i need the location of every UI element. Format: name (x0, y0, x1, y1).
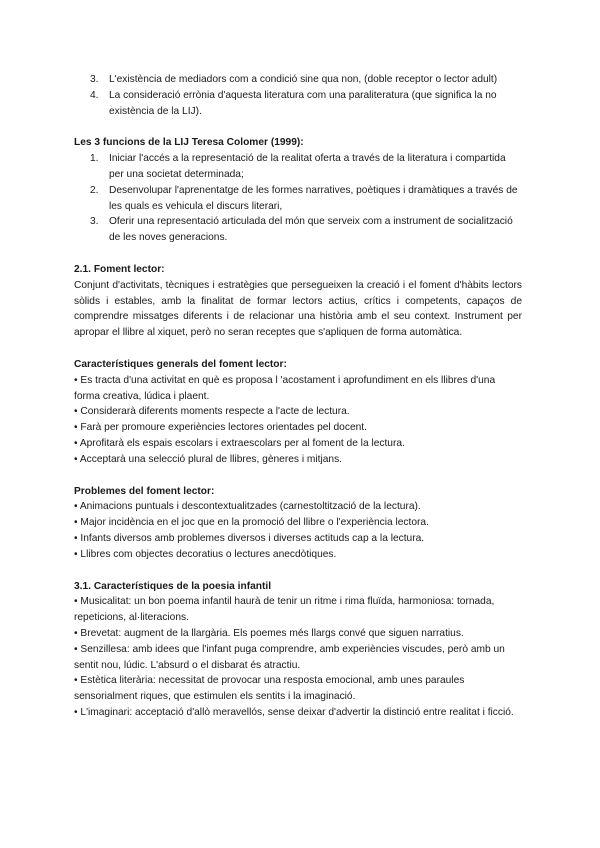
list-text: Iniciar l'accés a la representació de la realitat oferta a través de la literatura i compartida per una societat determinada; (109, 153, 506, 180)
list-item (74, 88, 522, 120)
list-item (74, 214, 522, 246)
list-number: 2. (90, 184, 99, 196)
caracteristiques-heading: Característiques generals del foment lector: (74, 358, 287, 370)
list-item (74, 72, 522, 88)
list-number: 1. (90, 153, 99, 165)
functions-list (74, 151, 522, 246)
list-text: La consideració errònia d'aquesta literatura com una paraliteratura (que significa la no existència de la LIJ). (109, 89, 497, 117)
bullet-item: • Animacions puntuals i descontextualitzades (carnestoltització de la lectura). (74, 501, 421, 513)
functions-heading: Les 3 funcions de la LIJ Teresa Colomer (1999): (74, 137, 304, 149)
spacer (74, 468, 522, 484)
foment-paragraph: Conjunt d'activitats, tècniques i estratègies que persegueixen la creació i el foment d'hàbits lectors sòlids i estables, amb la finalitat de formar lectors actius, crítics i competents, capaços de comprendre missatges diferents i de relacionar una història amb el seu context. Instrument per apropar el llibre al xiquet, però no seran receptes que s'apliquen de forma automàtica. (74, 279, 522, 339)
list-item (74, 183, 522, 215)
bullet-item: • Considerarà diferents moments respecte a l'acte de lectura. (74, 406, 350, 418)
list-text: Oferir una representació articulada del món que serveix com a instrument de socialització de les noves generacions. (109, 216, 513, 244)
bullet-item: • Es tracta d'una activitat en què es proposa l 'acostament i aprofundiment en els llibres d'una forma creativa, lúdica i plaent. (74, 374, 496, 402)
bullet-item: • Brevetat: augment de la llargària. Els poemes més llargs convé que siguen narratius. (74, 627, 464, 639)
list-text: Desenvolupar l'aprenentatge de les formes narratives, poètiques i dramàtiques a través de les quals es vehicula el discurs literari, (109, 184, 518, 212)
list-item (74, 151, 522, 183)
spacer (74, 563, 522, 579)
list-number: 3. (90, 74, 99, 85)
bullet-item: • Infants diversos amb problemes diversos i diverses actituds cap a la lectura. (74, 532, 425, 544)
bullet-item: • Musicalitat: un bon poema infantil haurà de tenir un ritme i rima fluïda, harmoniosa: tornada, repeticions, al·literacions. (74, 596, 495, 624)
spacer (74, 119, 522, 135)
bullet-item: • Estètica literària: necessitat de provocar una resposta emocional, amb unes paraules sensorialment riques, que estimulen els sentits i la imaginació. (74, 675, 465, 703)
spacer (74, 341, 522, 357)
list-number: 3. (90, 216, 99, 228)
spacer (74, 246, 522, 262)
bullet-item: • Llibres com objectes decoratius o lectures anecdòtiques. (74, 548, 337, 560)
bullet-item: • Major incidència en el joc que en la promoció del llibre o l'experiència lectora. (74, 517, 429, 529)
bullet-item: • Senzillesa: amb idees que l'infant puga comprendre, amb experiències viscudes, però amb un sentit nou, lúdic. L'absurd o el disbarat és atractiu. (74, 643, 505, 671)
poesia-heading: 3.1. Característiques de la poesia infantil (74, 580, 272, 592)
bullet-item: • L'imaginari: acceptació d'allò meravellós, sense deixar d'advertir la distinció entre realitat i ficció. (74, 706, 514, 718)
intro-list (74, 72, 522, 119)
bullet-item: • Farà per promoure experiències lectores orientades pel docent. (74, 422, 367, 434)
problemes-heading: Problemes del foment lector: (74, 485, 215, 497)
list-text: L'existència de mediadors com a condició sine qua non, (doble receptor o lector adult) (109, 74, 498, 85)
foment-heading: 2.1. Foment lector: (74, 263, 165, 275)
list-number: 4. (90, 89, 99, 101)
bullet-item: • Aprofitarà els espais escolars i extraescolars per al foment de la lectura. (74, 437, 405, 449)
bullet-item: • Acceptarà una selecció plural de llibres, gèneres i mitjans. (74, 453, 343, 465)
document-content (74, 72, 522, 721)
